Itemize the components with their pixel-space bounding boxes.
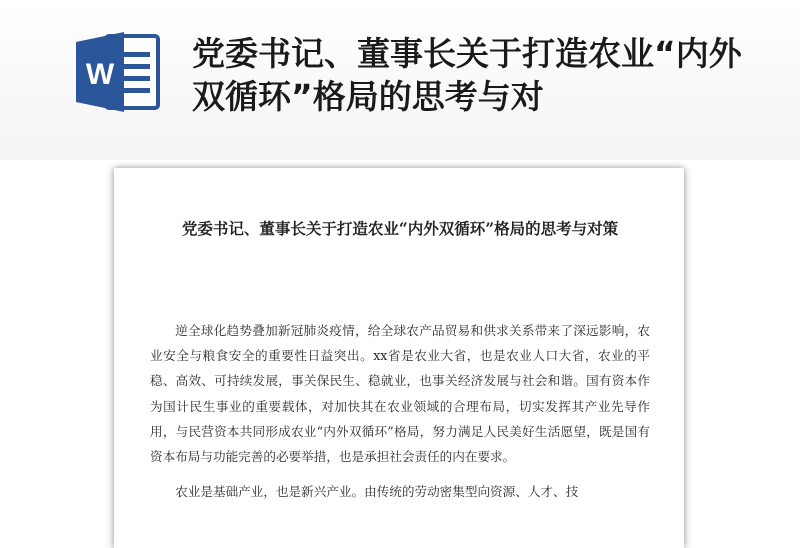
document-body — [150, 318, 650, 514]
paragraph-2: 农业是基础产业，也是新兴产业。由传统的劳动密集型向资源、人才、技 — [175, 484, 579, 500]
word-icon-letter: W — [85, 58, 115, 91]
document-title: 党委书记、董事长关于打造农业“内外双循环”格局的思考与对策 — [181, 219, 619, 238]
header-banner — [0, 0, 800, 160]
header-title: 党委书记、董事长关于打造农业“内外双循环”格局的思考与对 — [192, 34, 742, 116]
document-page — [114, 168, 684, 548]
paragraph-1: 逆全球化趋势叠加新冠肺炎疫情，给全球农产品贸易和供求关系带来了深远影响，农业安全与粮食安全的重要性日益突出。xx省是农业大省，也是农业人口大省，农业的平稳、高效、可持续发展，事关保民生、稳就业，也事关经济发展与社会和谐。国有资本作为国计民生事业的重要载体，对加快其在农业领域的合理布局，切实发挥其产业先导作用，与民营资本共同形成农业“内外双循环”格局，努力满足人民美好生活愿望，既是国有资本布局与功能完善的必要举措，也是承担社会责任的内在要求。 — [150, 323, 650, 465]
word-icon — [76, 30, 162, 114]
